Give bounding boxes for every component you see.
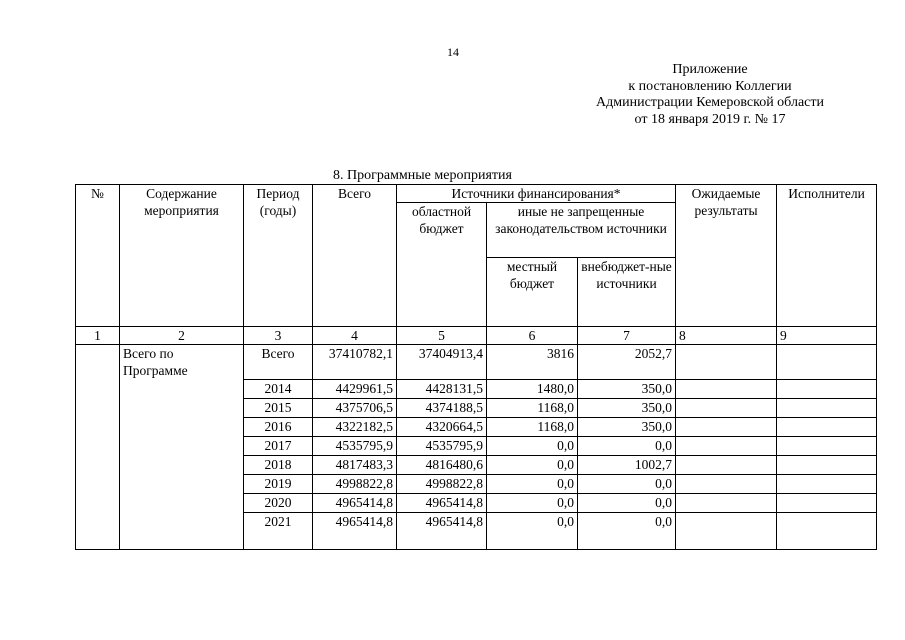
local-budget-cell: 0,0 bbox=[487, 436, 578, 455]
header-regional-budget: областной бюджет bbox=[397, 203, 487, 327]
results-cell bbox=[676, 345, 777, 380]
column-number: 2 bbox=[120, 327, 244, 345]
executors-cell bbox=[777, 398, 877, 417]
total-cell: 37410782,1 bbox=[313, 345, 397, 380]
extrabudget-cell: 350,0 bbox=[578, 417, 676, 436]
total-cell: 4817483,3 bbox=[313, 455, 397, 474]
regional-budget-cell: 4965414,8 bbox=[397, 493, 487, 512]
period-cell: 2020 bbox=[244, 493, 313, 512]
local-budget-cell: 0,0 bbox=[487, 474, 578, 493]
row-number-cell bbox=[76, 493, 120, 512]
row-content-cell bbox=[120, 493, 244, 512]
column-number: 7 bbox=[578, 327, 676, 345]
executors-cell bbox=[777, 379, 877, 398]
column-number: 1 bbox=[76, 327, 120, 345]
header-results: Ожидаемые результаты bbox=[676, 185, 777, 327]
header-extrabudget: внебюджет-ные источники bbox=[578, 258, 676, 327]
row-content-cell bbox=[120, 474, 244, 493]
local-budget-cell: 1480,0 bbox=[487, 379, 578, 398]
regional-budget-cell: 4374188,5 bbox=[397, 398, 487, 417]
local-budget-cell: 1168,0 bbox=[487, 417, 578, 436]
row-number-cell bbox=[76, 379, 120, 398]
regional-budget-cell: 37404913,4 bbox=[397, 345, 487, 380]
appendix-line-1: Приложение bbox=[672, 62, 748, 77]
period-cell: 2021 bbox=[244, 512, 313, 549]
appendix-line-4: от 18 января 2019 г. № 17 bbox=[634, 111, 786, 127]
column-number: 3 bbox=[244, 327, 313, 345]
header-sources: Источники финансирования* bbox=[397, 185, 676, 203]
period-cell: 2017 bbox=[244, 436, 313, 455]
table-row bbox=[76, 493, 877, 512]
local-budget-cell: 0,0 bbox=[487, 493, 578, 512]
column-number: 5 bbox=[397, 327, 487, 345]
executors-cell bbox=[777, 436, 877, 455]
column-number: 4 bbox=[313, 327, 397, 345]
header-local-budget: местный бюджет bbox=[487, 258, 578, 327]
local-budget-cell: 0,0 bbox=[487, 512, 578, 549]
executors-cell bbox=[777, 455, 877, 474]
period-cell: 2015 bbox=[244, 398, 313, 417]
results-cell bbox=[676, 379, 777, 398]
local-budget-cell: 1168,0 bbox=[487, 398, 578, 417]
header-executors: Исполнители bbox=[777, 185, 877, 327]
period-cell: 2019 bbox=[244, 474, 313, 493]
total-cell: 4535795,9 bbox=[313, 436, 397, 455]
program-activities-table bbox=[75, 184, 877, 550]
results-cell bbox=[676, 417, 777, 436]
extrabudget-cell: 350,0 bbox=[578, 398, 676, 417]
appendix-line-3: Администрации Кемеровской области bbox=[596, 95, 824, 110]
row-content-cell bbox=[120, 417, 244, 436]
page-number: 14 bbox=[447, 45, 459, 59]
regional-budget-cell: 4965414,8 bbox=[397, 512, 487, 549]
column-number: 6 bbox=[487, 327, 578, 345]
column-numbers-row bbox=[76, 327, 877, 345]
header-no: № bbox=[76, 185, 120, 327]
extrabudget-cell: 0,0 bbox=[578, 493, 676, 512]
header-period: Период (годы) bbox=[244, 185, 313, 327]
extrabudget-cell: 0,0 bbox=[578, 512, 676, 549]
extrabudget-cell: 0,0 bbox=[578, 436, 676, 455]
executors-cell bbox=[777, 417, 877, 436]
regional-budget-cell: 4428131,5 bbox=[397, 379, 487, 398]
section-title: 8. Программные мероприятия bbox=[333, 168, 512, 183]
header-content: Содержание мероприятия bbox=[120, 185, 244, 327]
appendix-line-2: к постановлению Коллегии bbox=[628, 78, 792, 94]
row-content-cell: Всего по Программе bbox=[120, 345, 244, 380]
total-cell: 4375706,5 bbox=[313, 398, 397, 417]
total-cell: 4998822,8 bbox=[313, 474, 397, 493]
extrabudget-cell: 2052,7 bbox=[578, 345, 676, 380]
period-cell: 2018 bbox=[244, 455, 313, 474]
table-row bbox=[76, 436, 877, 455]
results-cell bbox=[676, 493, 777, 512]
total-cell: 4965414,8 bbox=[313, 493, 397, 512]
row-number-cell bbox=[76, 436, 120, 455]
row-content-cell bbox=[120, 455, 244, 474]
header-other-sources: иные не запрещенные законодательством источники bbox=[487, 203, 676, 258]
column-number: 9 bbox=[777, 327, 877, 345]
total-cell: 4965414,8 bbox=[313, 512, 397, 549]
regional-budget-cell: 4998822,8 bbox=[397, 474, 487, 493]
results-cell bbox=[676, 455, 777, 474]
executors-cell bbox=[777, 512, 877, 549]
extrabudget-cell: 350,0 bbox=[578, 379, 676, 398]
period-cell: 2016 bbox=[244, 417, 313, 436]
results-cell bbox=[676, 474, 777, 493]
appendix-block bbox=[560, 62, 860, 128]
period-cell: 2014 bbox=[244, 379, 313, 398]
results-cell bbox=[676, 436, 777, 455]
extrabudget-cell: 1002,7 bbox=[578, 455, 676, 474]
row-content-cell bbox=[120, 436, 244, 455]
executors-cell bbox=[777, 493, 877, 512]
row-content-cell bbox=[120, 379, 244, 398]
table-row bbox=[76, 455, 877, 474]
row-content-cell bbox=[120, 398, 244, 417]
extrabudget-cell: 0,0 bbox=[578, 474, 676, 493]
total-cell: 4322182,5 bbox=[313, 417, 397, 436]
period-cell: Всего bbox=[244, 345, 313, 380]
executors-cell bbox=[777, 474, 877, 493]
regional-budget-cell: 4535795,9 bbox=[397, 436, 487, 455]
total-cell: 4429961,5 bbox=[313, 379, 397, 398]
row-number-cell bbox=[76, 417, 120, 436]
table-row bbox=[76, 417, 877, 436]
column-number: 8 bbox=[676, 327, 777, 345]
row-content-cell bbox=[120, 512, 244, 549]
results-cell bbox=[676, 398, 777, 417]
row-number-cell bbox=[76, 398, 120, 417]
table-row bbox=[76, 512, 877, 549]
header-total: Всего bbox=[313, 185, 397, 327]
regional-budget-cell: 4320664,5 bbox=[397, 417, 487, 436]
regional-budget-cell: 4816480,6 bbox=[397, 455, 487, 474]
row-number-cell bbox=[76, 455, 120, 474]
table-row bbox=[76, 398, 877, 417]
executors-cell bbox=[777, 345, 877, 380]
local-budget-cell: 0,0 bbox=[487, 455, 578, 474]
row-number-cell bbox=[76, 512, 120, 549]
table-row bbox=[76, 379, 877, 398]
row-number-cell bbox=[76, 474, 120, 493]
table-row bbox=[76, 474, 877, 493]
local-budget-cell: 3816 bbox=[487, 345, 578, 380]
table-row bbox=[76, 345, 877, 380]
row-number-cell bbox=[76, 345, 120, 380]
results-cell bbox=[676, 512, 777, 549]
